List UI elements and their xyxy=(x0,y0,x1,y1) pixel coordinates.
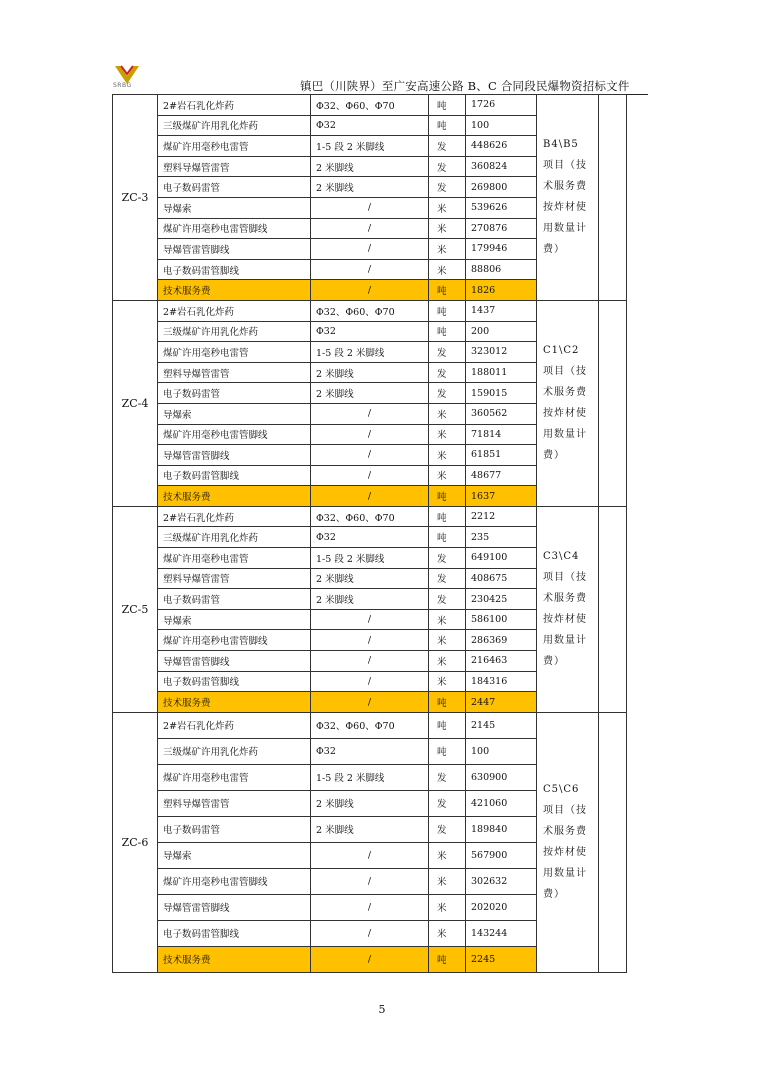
item-unit: 米 xyxy=(429,609,466,630)
item-quantity: 539626 xyxy=(466,197,537,218)
item-spec: 2 米脚线 xyxy=(311,589,429,610)
item-unit: 米 xyxy=(429,465,466,486)
item-quantity: 179946 xyxy=(466,239,537,260)
blank-column-cell xyxy=(599,300,627,506)
item-name: 电子数码雷管脚线 xyxy=(158,259,311,280)
item-spec: 2 米脚线 xyxy=(311,156,429,177)
item-name: 导爆索 xyxy=(158,842,311,868)
item-unit: 米 xyxy=(429,842,466,868)
table-row xyxy=(113,300,627,321)
item-name: 电子数码雷管脚线 xyxy=(158,465,311,486)
group-code: ZC-5 xyxy=(113,506,158,712)
group-code: ZC-3 xyxy=(113,95,158,301)
item-spec: Φ32、Φ60、Φ70 xyxy=(311,712,429,738)
item-unit: 米 xyxy=(429,403,466,424)
item-name: 三级煤矿许用乳化炸药 xyxy=(158,321,311,342)
item-name: 电子数码雷管 xyxy=(158,383,311,404)
item-name: 技术服务费 xyxy=(158,280,311,301)
item-unit: 米 xyxy=(429,671,466,692)
item-spec: / xyxy=(311,609,429,630)
item-quantity: 48677 xyxy=(466,465,537,486)
item-name: 塑料导爆管雷管 xyxy=(158,568,311,589)
blank-column-cell xyxy=(599,506,627,712)
item-name: 煤矿许用毫秒电雷管脚线 xyxy=(158,424,311,445)
item-quantity: 421060 xyxy=(466,790,537,816)
item-unit: 吨 xyxy=(429,115,466,136)
item-name: 电子数码雷管 xyxy=(158,589,311,610)
item-spec: / xyxy=(311,946,429,972)
item-unit: 米 xyxy=(429,894,466,920)
item-quantity: 61851 xyxy=(466,445,537,466)
item-name: 电子数码雷管脚线 xyxy=(158,920,311,946)
item-unit: 米 xyxy=(429,259,466,280)
item-quantity: 2447 xyxy=(466,692,537,713)
item-spec: / xyxy=(311,842,429,868)
item-spec: 2 米脚线 xyxy=(311,177,429,198)
item-unit: 米 xyxy=(429,239,466,260)
item-spec: / xyxy=(311,280,429,301)
item-quantity: 448626 xyxy=(466,136,537,157)
item-spec: / xyxy=(311,868,429,894)
item-unit: 吨 xyxy=(429,712,466,738)
item-name: 2#岩石乳化炸药 xyxy=(158,712,311,738)
item-spec: / xyxy=(311,424,429,445)
group-remark: C1\C2 项目（技术服务费按炸材使用数量计费） xyxy=(537,300,599,506)
item-spec: 2 米脚线 xyxy=(311,362,429,383)
item-unit: 发 xyxy=(429,383,466,404)
item-name: 导爆索 xyxy=(158,609,311,630)
item-spec: 2 米脚线 xyxy=(311,816,429,842)
item-spec: 1-5 段 2 米脚线 xyxy=(311,342,429,363)
item-quantity: 408675 xyxy=(466,568,537,589)
item-spec: / xyxy=(311,465,429,486)
item-quantity: 100 xyxy=(466,115,537,136)
item-name: 导爆管雷管脚线 xyxy=(158,894,311,920)
page-number: 5 xyxy=(378,1003,386,1016)
item-unit: 米 xyxy=(429,868,466,894)
item-name: 电子数码雷管 xyxy=(158,177,311,198)
item-spec: Φ32、Φ60、Φ70 xyxy=(311,95,429,116)
item-spec: / xyxy=(311,894,429,920)
document-header-title: 镇巴（川陕界）至广安高速公路 B、C 合同段民爆物资招标文件 xyxy=(300,79,630,93)
item-quantity: 586100 xyxy=(466,609,537,630)
item-name: 三级煤矿许用乳化炸药 xyxy=(158,738,311,764)
item-spec: Φ32 xyxy=(311,115,429,136)
blank-column-cell xyxy=(599,712,627,972)
table-row xyxy=(113,95,627,116)
item-name: 电子数码雷管 xyxy=(158,816,311,842)
item-name: 导爆管雷管脚线 xyxy=(158,651,311,672)
item-quantity: 230425 xyxy=(466,589,537,610)
item-quantity: 235 xyxy=(466,527,537,548)
item-name: 电子数码雷管脚线 xyxy=(158,671,311,692)
item-unit: 吨 xyxy=(429,692,466,713)
item-spec: 2 米脚线 xyxy=(311,383,429,404)
item-spec: / xyxy=(311,197,429,218)
item-quantity: 88806 xyxy=(466,259,537,280)
item-spec: / xyxy=(311,445,429,466)
item-unit: 发 xyxy=(429,156,466,177)
item-name: 煤矿许用毫秒电雷管脚线 xyxy=(158,868,311,894)
item-unit: 发 xyxy=(429,790,466,816)
item-quantity: 159015 xyxy=(466,383,537,404)
item-spec: Φ32 xyxy=(311,321,429,342)
item-name: 塑料导爆管雷管 xyxy=(158,790,311,816)
item-quantity: 360824 xyxy=(466,156,537,177)
item-quantity: 202020 xyxy=(466,894,537,920)
item-quantity: 630900 xyxy=(466,764,537,790)
item-spec: / xyxy=(311,692,429,713)
item-unit: 发 xyxy=(429,177,466,198)
item-unit: 吨 xyxy=(429,486,466,507)
item-spec: 1-5 段 2 米脚线 xyxy=(311,136,429,157)
group-code: ZC-4 xyxy=(113,300,158,506)
item-spec: Φ32 xyxy=(311,527,429,548)
item-name: 三级煤矿许用乳化炸药 xyxy=(158,527,311,548)
item-unit: 发 xyxy=(429,362,466,383)
logo-text: SRBG xyxy=(113,82,132,89)
item-quantity: 189840 xyxy=(466,816,537,842)
item-name: 2#岩石乳化炸药 xyxy=(158,506,311,527)
item-spec: Φ32、Φ60、Φ70 xyxy=(311,506,429,527)
item-spec: 2 米脚线 xyxy=(311,568,429,589)
item-name: 技术服务费 xyxy=(158,946,311,972)
item-name: 塑料导爆管雷管 xyxy=(158,362,311,383)
item-name: 2#岩石乳化炸药 xyxy=(158,95,311,116)
item-quantity: 286369 xyxy=(466,630,537,651)
item-unit: 米 xyxy=(429,651,466,672)
item-name: 技术服务费 xyxy=(158,692,311,713)
item-spec: Φ32 xyxy=(311,738,429,764)
item-unit: 吨 xyxy=(429,300,466,321)
item-quantity: 143244 xyxy=(466,920,537,946)
item-unit: 米 xyxy=(429,424,466,445)
item-quantity: 1726 xyxy=(466,95,537,116)
item-unit: 吨 xyxy=(429,321,466,342)
item-unit: 吨 xyxy=(429,506,466,527)
item-spec: 1-5 段 2 米脚线 xyxy=(311,548,429,569)
item-unit: 米 xyxy=(429,197,466,218)
item-name: 煤矿许用毫秒电雷管 xyxy=(158,548,311,569)
item-quantity: 2212 xyxy=(466,506,537,527)
item-unit: 发 xyxy=(429,568,466,589)
item-quantity: 302632 xyxy=(466,868,537,894)
item-quantity: 1826 xyxy=(466,280,537,301)
item-name: 煤矿许用毫秒电雷管脚线 xyxy=(158,630,311,651)
company-logo xyxy=(112,64,142,94)
item-unit: 吨 xyxy=(429,738,466,764)
item-unit: 发 xyxy=(429,816,466,842)
table-row xyxy=(113,506,627,527)
item-spec: / xyxy=(311,920,429,946)
item-unit: 发 xyxy=(429,764,466,790)
item-unit: 吨 xyxy=(429,946,466,972)
item-quantity: 184316 xyxy=(466,671,537,692)
item-spec: / xyxy=(311,239,429,260)
item-spec: 2 米脚线 xyxy=(311,790,429,816)
item-name: 导爆索 xyxy=(158,403,311,424)
blank-column-cell xyxy=(599,95,627,301)
item-name: 2#岩石乳化炸药 xyxy=(158,300,311,321)
table-row xyxy=(113,712,627,738)
group-remark: C3\C4 项目（技术服务费按炸材使用数量计费） xyxy=(537,506,599,712)
item-quantity: 323012 xyxy=(466,342,537,363)
item-quantity: 200 xyxy=(466,321,537,342)
item-unit: 发 xyxy=(429,589,466,610)
group-remark: C5\C6 项目（技术服务费按炸材使用数量计费） xyxy=(537,712,599,972)
item-spec: / xyxy=(311,403,429,424)
group-code: ZC-6 xyxy=(113,712,158,972)
item-name: 导爆索 xyxy=(158,197,311,218)
item-name: 三级煤矿许用乳化炸药 xyxy=(158,115,311,136)
item-quantity: 1637 xyxy=(466,486,537,507)
item-quantity: 2145 xyxy=(466,712,537,738)
item-name: 煤矿许用毫秒电雷管 xyxy=(158,136,311,157)
materials-table xyxy=(112,94,627,973)
item-quantity: 188011 xyxy=(466,362,537,383)
item-spec: / xyxy=(311,630,429,651)
item-name: 煤矿许用毫秒电雷管脚线 xyxy=(158,218,311,239)
item-quantity: 567900 xyxy=(466,842,537,868)
item-quantity: 2245 xyxy=(466,946,537,972)
item-name: 塑料导爆管雷管 xyxy=(158,156,311,177)
item-unit: 吨 xyxy=(429,527,466,548)
item-spec: / xyxy=(311,486,429,507)
item-unit: 吨 xyxy=(429,95,466,116)
item-unit: 米 xyxy=(429,630,466,651)
item-spec: / xyxy=(311,259,429,280)
item-name: 导爆管雷管脚线 xyxy=(158,445,311,466)
item-unit: 吨 xyxy=(429,280,466,301)
item-unit: 米 xyxy=(429,445,466,466)
item-quantity: 649100 xyxy=(466,548,537,569)
item-quantity: 269800 xyxy=(466,177,537,198)
item-quantity: 71814 xyxy=(466,424,537,445)
item-name: 煤矿许用毫秒电雷管 xyxy=(158,342,311,363)
item-unit: 发 xyxy=(429,342,466,363)
item-quantity: 270876 xyxy=(466,218,537,239)
item-unit: 发 xyxy=(429,136,466,157)
item-unit: 发 xyxy=(429,548,466,569)
item-quantity: 1437 xyxy=(466,300,537,321)
item-name: 技术服务费 xyxy=(158,486,311,507)
item-spec: / xyxy=(311,218,429,239)
item-spec: / xyxy=(311,651,429,672)
item-quantity: 360562 xyxy=(466,403,537,424)
item-spec: 1-5 段 2 米脚线 xyxy=(311,764,429,790)
item-quantity: 100 xyxy=(466,738,537,764)
item-spec: / xyxy=(311,671,429,692)
item-spec: Φ32、Φ60、Φ70 xyxy=(311,300,429,321)
item-unit: 米 xyxy=(429,920,466,946)
item-quantity: 216463 xyxy=(466,651,537,672)
item-unit: 米 xyxy=(429,218,466,239)
group-remark: B4\B5 项目（技术服务费按炸材使用数量计费） xyxy=(537,95,599,301)
item-name: 煤矿许用毫秒电雷管 xyxy=(158,764,311,790)
item-name: 导爆管雷管脚线 xyxy=(158,239,311,260)
